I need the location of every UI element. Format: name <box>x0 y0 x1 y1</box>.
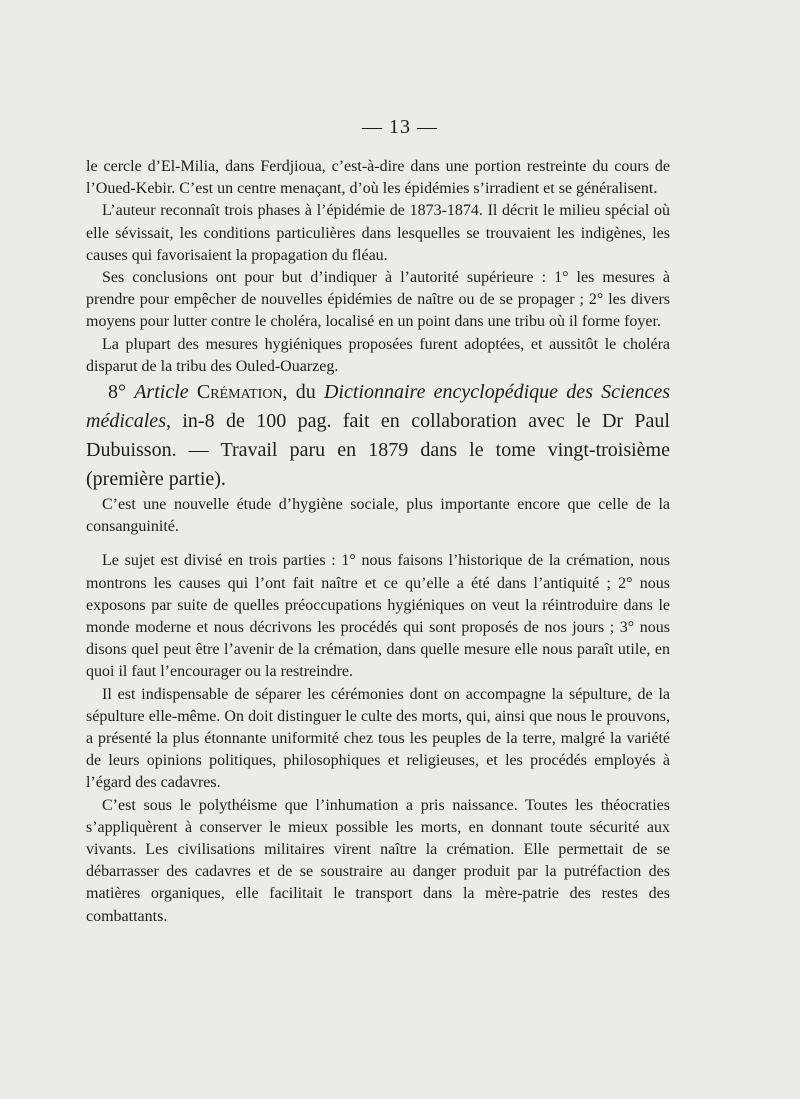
paragraph: C’est sous le polythéisme que l’inhumation a pris naissance. Toutes les théocraties s’appliquèrent à conserver le mieux possible les morts, en donnant toute sécurité aux vivants. Les civilisations militaires virent naître la crémation. Elle permettait de se débarrasser des cadavres et de se soustraire au danger produit par la putréfaction des matières organiques, elle facilitait le transport dans la mère-patrie des restes des combattants. <box>86 796 670 925</box>
article-number: 8° <box>108 381 126 404</box>
paragraph: le cercle d’El-Milia, dans Ferdjioua, c’est-à-dire dans une portion restreinte du cours de l’Oued-Kebir. C’est un centre menaçant, d’où les épidémies s’irradient et se généralisent. <box>86 158 670 198</box>
paragraph: Le sujet est divisé en trois parties : 1° nous faisons l’historique de la crémation, nous montrons les causes qui l’ont fait naître et ce qu’elle a été dans l’antiquité ; 2° nous exposons par suite de quelles préoccupations hygiéniques on veut la réintroduire dans le monde moderne et nous décrivons les procédés qui sont proposés de nos jours ; 3° nous disons quel peut être l’avenir de la crémation, dans quelle mesure elle nous paraît utile, en quoi il faut l’encourager ou la restreindre. <box>86 552 670 681</box>
article-title: Crémation <box>196 381 283 404</box>
paragraph: C’est une nouvelle étude d’hygiène sociale, plus importante encore que celle de la consanguinité. <box>86 496 670 536</box>
article-connector: , du <box>282 381 316 404</box>
article-details: , in-8 de 100 pag. fait en collaboration avec le Dr Paul Dubuisson. — Travail paru en 1879 dans le tome vingt-troisième (première partie). <box>86 410 670 491</box>
paragraph: Il est indispensable de séparer les cérémonies dont on accompagne la sépulture, de la sépulture elle-même. On doit distinguer le culte des morts, qui, ainsi que nous le prouvons, a présenté la plus étonnante uniformité chez tous les peuples de la terre, malgré la variété de leurs opinions politiques, philosophiques et religieuses, et les procédés employés à l’égard des cadavres. <box>86 685 670 792</box>
article-kind: Article <box>134 381 189 404</box>
paragraph: La plupart des mesures hygiéniques proposées furent adoptées, et aussitôt le choléra disparut de la tribu des Ouled-Ouarzeg. <box>86 335 670 375</box>
paragraph: Ses conclusions ont pour but d’indiquer à l’autorité supérieure : 1° les mesures à prendre pour empêcher de nouvelles épidémies de naître ou de se propager ; 2° les divers moyens pour lutter contre le choléra, localisé en un point dans une tribu où il forme foyer. <box>86 269 670 331</box>
article-source: Dictionnaire encyclopédique des Sciences médicales <box>86 381 670 433</box>
article-heading <box>86 378 670 494</box>
paragraph: L’auteur reconnaît trois phases à l’épidémie de 1873-1874. Il décrit le milieu spécial où elle sévissait, les conditions particulières dans lesquelles se trouvaient les indigènes, les causes qui favorisaient la propagation du fléau. <box>86 202 670 264</box>
page-number: — 13 — <box>362 116 438 138</box>
page-body <box>86 156 670 928</box>
